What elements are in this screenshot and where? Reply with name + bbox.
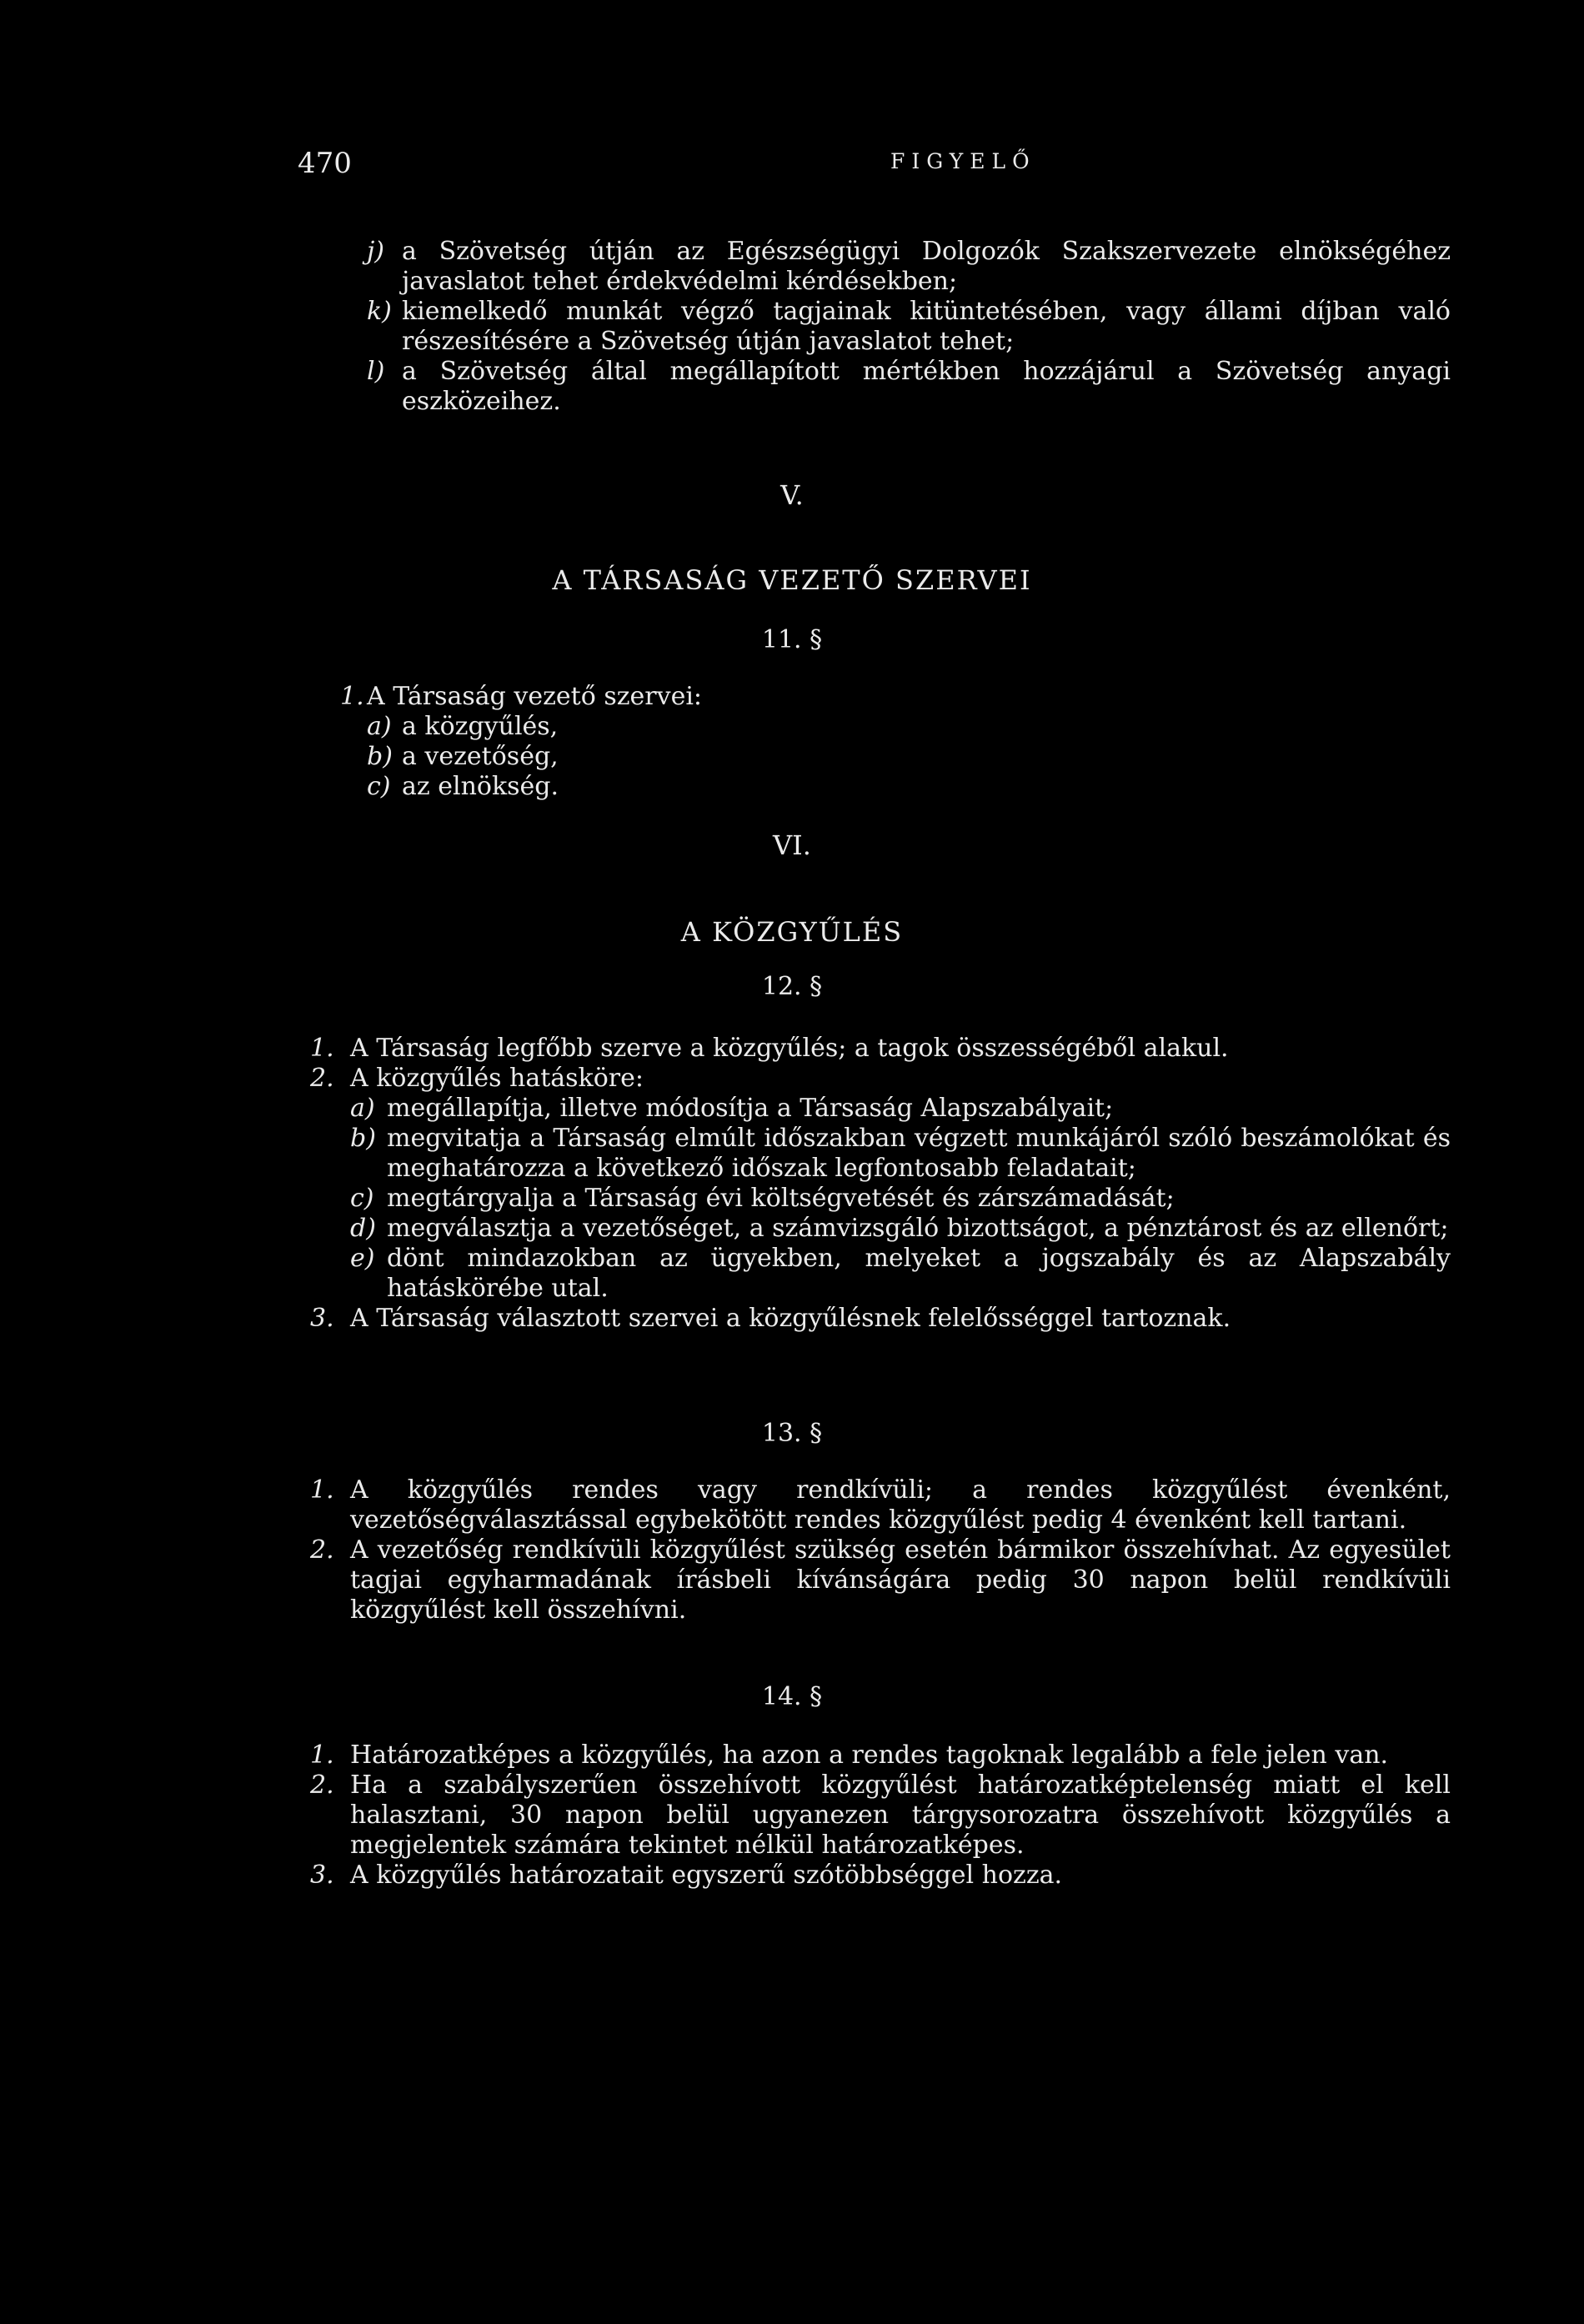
list-item	[340, 712, 840, 742]
item-text: A Társaság legfőbb szerve a közgyűlés; a tagok összességéből alakul.	[350, 1034, 1229, 1063]
paragraph-12: 12. §	[761, 972, 823, 1001]
item-text: A Társaság választott szervei a közgyűlésnek felelősséggel tartoznak.	[350, 1304, 1231, 1333]
page-number: 470	[298, 147, 352, 180]
item-text: a vezetőség,	[402, 742, 559, 771]
paragraph-13-list	[310, 1475, 1451, 1625]
paragraph-13: 13. §	[761, 1419, 823, 1448]
list-item	[310, 1304, 1451, 1334]
section-v-heading: A TÁRSASÁG VEZETŐ SZERVEI	[552, 564, 1032, 596]
item-label: d)	[350, 1214, 376, 1243]
item-label: a)	[350, 1094, 375, 1123]
item-label: 2.	[310, 1771, 334, 1800]
list-item	[310, 1034, 1451, 1064]
item-text: A vezetőség rendkívüli közgyűlést szükség esetén bármikor összehívhat. Az egyesület tagjai egyharmadának írásbeli kívánságára pedig 30 napon belül rendkívüli közgyűlést kell összehívni.	[350, 1535, 1451, 1625]
item-text: Határozatképes a közgyűlés, ha azon a rendes tagoknak legalább a fele jelen van.	[350, 1740, 1389, 1770]
item-text: megállapítja, illetve módosítja a Társaság Alapszabályait;	[387, 1094, 1114, 1123]
item-label: e)	[350, 1244, 375, 1273]
list-item	[310, 1740, 1451, 1771]
item-label: a)	[367, 712, 392, 741]
paragraph-14: 14. §	[761, 1682, 823, 1711]
item-text: A közgyűlés hatásköre:	[350, 1064, 644, 1093]
item-text: a Szövetség által megállapított mértékben hozzájárul a Szövetség anyagi eszközeihez.	[402, 357, 1451, 416]
list-item	[310, 1244, 1451, 1304]
item-label: 3.	[310, 1861, 334, 1890]
list-item	[310, 1064, 1451, 1094]
item-label: l)	[367, 357, 385, 386]
item-label: j)	[367, 237, 385, 266]
list-item	[310, 1861, 1451, 1891]
list-item	[310, 1124, 1451, 1184]
item-text: megválasztja a vezetőséget, a számvizsgáló bizottságot, a pénztárost és az ellenőrt;	[387, 1214, 1449, 1243]
item-text: a közgyűlés,	[402, 712, 559, 741]
list-item	[367, 237, 1451, 297]
item-label: b)	[367, 742, 393, 771]
item-label: 1.	[340, 682, 364, 711]
item-label: k)	[367, 297, 392, 326]
list-item	[310, 1475, 1451, 1535]
item-label: 1.	[310, 1740, 334, 1770]
item-text: megvitatja a Társaság elmúlt időszakban végzett munkájáról szóló beszámolókat és meghatározza a következő időszak legfontosabb feladatait;	[387, 1124, 1451, 1183]
item-text: kiemelkedő munkát végző tagjainak kitüntetésében, vagy állami díjban való részesítésére a Szövetség útján javaslatot tehet;	[402, 297, 1451, 356]
item-text: A közgyűlés határozatait egyszerű szótöbbséggel hozza.	[350, 1861, 1063, 1890]
paragraph-11: 11. §	[761, 625, 823, 654]
list-item	[310, 1771, 1451, 1861]
item-label: 2.	[310, 1064, 334, 1093]
item-label: c)	[367, 772, 391, 801]
list-item	[367, 357, 1451, 417]
paragraph-14-list	[310, 1740, 1451, 1891]
item-label: 1.	[310, 1475, 334, 1505]
paragraph-12-list	[310, 1034, 1451, 1334]
section-v-list	[340, 682, 840, 802]
item-label: 2.	[310, 1535, 334, 1565]
item-label: b)	[350, 1124, 376, 1153]
item-text: a Szövetség útján az Egészségügyi Dolgozók Szakszervezete elnökségéhez javaslatot tehet érdekvédelmi kérdésekben;	[402, 237, 1451, 296]
item-label: 3.	[310, 1304, 334, 1333]
item-text: megtárgyalja a Társaság évi költségvetését és zárszámadását;	[387, 1184, 1175, 1213]
list-item	[310, 1094, 1451, 1124]
item-label: 1.	[310, 1034, 334, 1063]
list-item	[340, 682, 840, 712]
section-vi-number: VI.	[773, 829, 811, 861]
running-title: FIGYELŐ	[890, 149, 1036, 173]
list-item	[310, 1184, 1451, 1214]
section-v-number: V.	[780, 479, 804, 511]
item-text: az elnökség.	[402, 772, 559, 801]
list-item	[367, 297, 1451, 357]
item-text: A Társaság vezető szervei:	[367, 682, 703, 711]
item-text: A közgyűlés rendes vagy rendkívüli; a rendes közgyűlést évenként, vezetőségválasztással egybekötött rendes közgyűlést pedig 4 évenként kell tartani.	[350, 1475, 1451, 1535]
item-label: c)	[350, 1184, 374, 1213]
list-item	[310, 1214, 1451, 1244]
list-item	[310, 1535, 1451, 1625]
list-item	[340, 742, 840, 772]
item-text: dönt mindazokban az ügyekben, melyeket a jogszabály és az Alapszabály hatáskörébe utal.	[387, 1244, 1451, 1303]
item-text: Ha a szabályszerűen összehívott közgyűlést határozatképtelenség miatt el kell halasztani, 30 napon belül ugyanezen tárgysorozatra összehívott közgyűlés a megjelentek számára tekintet nélkül határozatképes.	[350, 1771, 1451, 1860]
intro-list	[367, 237, 1451, 417]
list-item	[340, 772, 840, 802]
section-vi-heading: A KÖZGYŰLÉS	[680, 916, 904, 948]
